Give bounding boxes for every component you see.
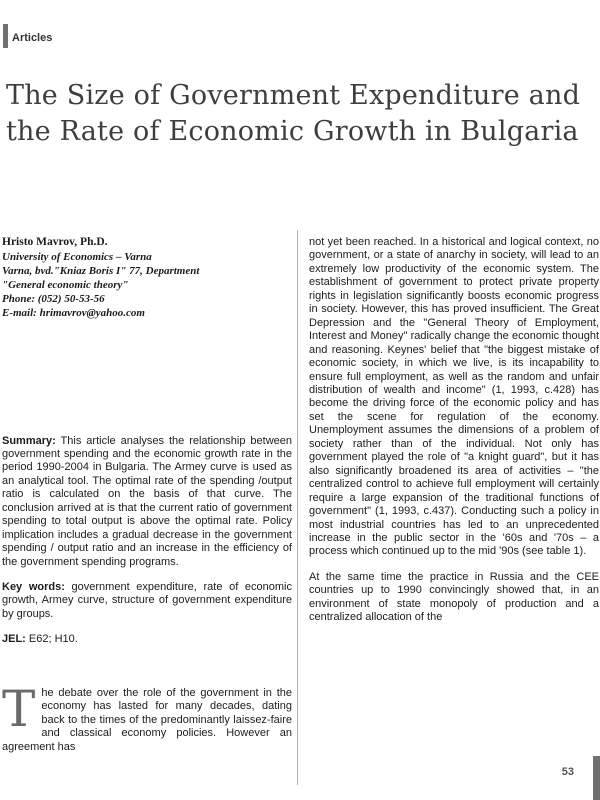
summary-paragraph bbox=[2, 435, 292, 570]
drop-cap: T bbox=[2, 679, 36, 738]
article-title: The Size of Government Expenditure and the Rate of Economic Growth in Bulgaria bbox=[6, 80, 581, 147]
keywords-paragraph bbox=[2, 581, 292, 621]
section-marker-bar bbox=[3, 24, 8, 48]
column-divider bbox=[297, 230, 298, 785]
summary-label: Summary: bbox=[2, 434, 56, 447]
body-paragraph: At the same time the practice in Russia and the CEE countries up to 1990 convincingly showed that, in an environment of state monopoly of production and a centralized allocation of the bbox=[309, 570, 599, 624]
intro-paragraph bbox=[2, 679, 292, 754]
author-name: Hristo Mavrov, Ph.D. bbox=[2, 236, 108, 248]
affiliation-phone: Phone: (052) 50-53-56 bbox=[2, 292, 105, 305]
section-label: Articles bbox=[12, 32, 53, 44]
page-number: 53 bbox=[561, 766, 574, 778]
jel-label: JEL: bbox=[2, 633, 26, 646]
left-column bbox=[2, 236, 292, 754]
jel-paragraph bbox=[2, 633, 292, 646]
keywords-text: government expenditure, rate of economic growth, Armey curve, structure of government expenditure by groups. bbox=[2, 581, 292, 620]
intro-text: he debate over the role of the government in the economy has lasted for many decades, dating back to the times of the predominantly laissez-faire and classical economy policies. However an agreement has bbox=[2, 686, 292, 753]
body-paragraph: not yet been reached. In a historical and logical context, no government, or a state of anarchy in society, will lead to an extremely low productivity of the economic system. The establishment of government to protect private property rights in legislation significantly boosts economic progress in society. However, this has proved insufficient. The Great Depression and the "General Theory of Employment, Interest and Money" radically change the economic thought and reasoning. Keynes' belief that "the biggest mistake of economic society, in which we live, is its incapability to ensure full employment, as well as the random and unfair distribution of wealth and income" (1, 1993, c.428) has become the driving force of the economic policy and has set the scene for regulation of the economy. Unemployment assumes the dimensions of a problem of society rather than of the individual. Not only has government played the role of "a knight guard", but it has also significantly broadened its area of activities – "the centralized control to achieve full employment will certainly require a large expansion of the traditional functions of government" (1, 1993, c.437). Conducting such a policy in most industrial countries has led to an unprecedented increase in the public sector in the '60s and '70s – a process which continued up to the mid '90s (see table 1). bbox=[309, 236, 599, 558]
page-corner-bar bbox=[593, 756, 600, 800]
right-column bbox=[309, 236, 599, 625]
author-affiliation bbox=[2, 250, 292, 320]
affiliation-line: Varna, bvd."Kniaz Boris I" 77, Department bbox=[2, 264, 200, 277]
affiliation-line: University of Economics – Varna bbox=[2, 250, 152, 263]
affiliation-line: "General economic theory" bbox=[2, 278, 129, 291]
affiliation-email: E-mail: hrimavrov@yahoo.com bbox=[2, 306, 145, 319]
keywords-label: Key words: bbox=[2, 581, 65, 594]
summary-text: This article analyses the relationship between government spending and the economic growth rate in the period 1990-2004 in Bulgaria. The Armey curve is used as an analytical tool. The optimal rate of the spending /output ratio is calculated on the basis of that curve. The conclusion arrived at is that the current ratio of government spending to total output is above the optimal rate. Policy implication includes a gradual decrease in the government spending / output ratio and an increase in the efficiency of the government spending programs. bbox=[2, 434, 292, 568]
jel-text: E62; H10. bbox=[25, 633, 78, 646]
